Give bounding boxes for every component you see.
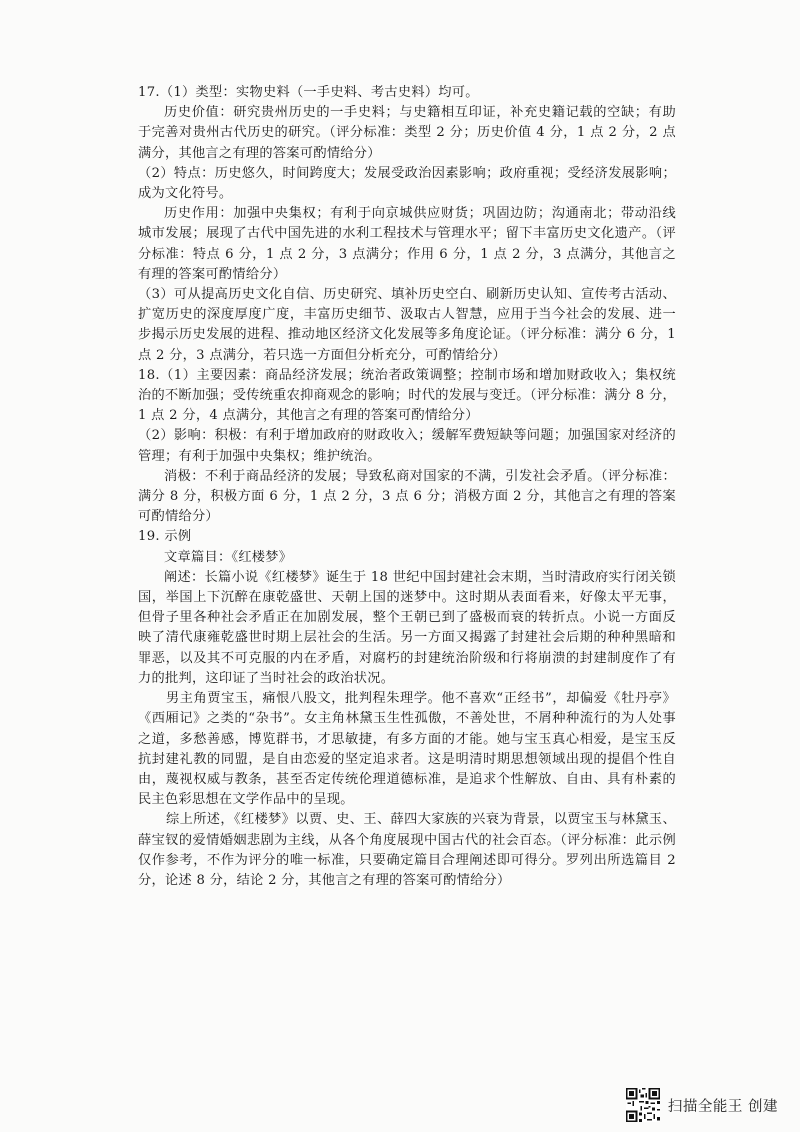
q18-part2: （2）影响：积极：有利于增加政府的财政收入；缓解军费短缺等问题；加强国家对经济的管理；有利于加强中央集权；维护统治。	[138, 428, 676, 464]
q19-conclusion: 综上所述，《红楼梦》以贾、史、王、薛四大家族的兴衰为背景，以贾宝玉与林黛玉、薛宝钗的爱情婚姻悲剧为主线，从各个角度展现中国古代的社会百态。（评分标准：此示例仅作参考，不作为评分的唯一标准，只要确定篇目合理阐述即可得分。罗列出所选篇目 2 分，论述 8 分，结论 2 分，其他言之有理的答案可酌情给分）	[138, 812, 676, 888]
q17-value: 历史价值：研究贵州历史的一手史料；与史籍相互印证，补充史籍记载的空缺；有助于完善对贵州古代历史的研究。（评分标准：类型 2 分；历史价值 4 分，1 点 2 分，2 点满分，其他言之有理的答案可酌情给分）	[138, 105, 676, 161]
q17-part1: 17.（1）类型：实物史料（一手史料、考古史料）均可。	[138, 85, 479, 100]
q19-characters: 男主角贾宝玉，痛恨八股文，批判程朱理学。他不喜欢“正经书”，却偏爱《牡丹亭》《西厢记》之类的“杂书”。女主角林黛玉生性孤傲，不善处世，不屑种种流行的为人处事之道，多愁善感，博览群书，才思敏捷，有多方面的才能。她与宝玉真心相爱，是宝玉反抗封建礼教的同盟，是自由恋爱的坚定追求者。这是明清时期思想领域出现的提倡个性自由，蔑视权威与教条，甚至否定传统伦理道德标准，是追求个性解放、自由、具有朴素的民主色彩思想在文学作品中的呈现。	[138, 691, 676, 808]
scanner-watermark	[626, 1085, 778, 1125]
scanner-app-label: 扫描全能王 创建	[667, 1098, 778, 1115]
q19-heading: 19. 示例	[138, 529, 192, 545]
q17-part2: （2）特点：历史悠久，时间跨度大；发展受政治因素影响；政府重视；受经济发展影响；成为文化符号。	[138, 165, 676, 202]
q17-part3: （3）可从提高历史文化自信、历史研究、填补历史空白、刷新历史认知、宣传考古活动、扩宽历史的深度厚度广度，丰富历史细节、汲取古人智慧，应用于当今社会的发展、进一步揭示历史发展的进程、推动地区经济文化发展等多角度论证。（评分标准：满分 6 分，1 点 2 分，3 点满分，若只选一方面但分析充分，可酌情给分）	[138, 287, 676, 363]
answer-key-body	[138, 83, 676, 891]
q19-title: 文章篇目：《红楼梦》	[164, 549, 293, 565]
q18-negative: 消极：不利于商品经济的发展；导致私商对国家的不满，引发社会矛盾。（评分标准：满分 8 分，积极方面 6 分，1 点 2 分，3 点 6 分；消极方面 2 分，其他言之有理的答案可酌情给分）	[138, 468, 676, 525]
q18-part1: 18.（1）主要因素：商品经济发展；统治者政策调整；控制市场和增加财政收入；集权统治的不断加强；受传统重农抑商观念的影响；时代的发展与变迁。（评分标准：满分 8 分，1 点 2 分，4 点满分，其他言之有理的答案可酌情给分）	[138, 367, 676, 424]
qr-code-icon	[626, 1088, 660, 1122]
q19-elaboration: 阐述：长篇小说《红楼梦》诞生于 18 世纪中国封建社会末期，当时清政府实行闭关锁国，举国上下沉醉在康乾盛世、天朝上国的迷梦中。这时期从表面看来，好像太平无事，但骨子里各种社会矛盾正在加剧发展，整个王朝已到了盛极而衰的转折点。小说一方面反映了清代康雍乾盛世时期上层社会的生活。另一方面又揭露了封建社会后期的种种黑暗和罪恶，以及其不可克服的内在矛盾，对腐朽的封建统治阶级和行将崩溃的封建制度作了有力的批判，这印证了当时社会的政治状况。	[138, 569, 676, 686]
q17-role: 历史作用：加强中央集权；有利于向京城供应财货；巩固边防；沟通南北；带动沿线城市发展；展现了古代中国先进的水利工程技术与管理水平；留下丰富历史文化遗产。（评分标准：特点 6 分，1 点 2 分，3 点满分；作用 6 分，1 点 2 分，3 点满分，其他言之有理的答案可酌情给分）	[138, 206, 676, 282]
